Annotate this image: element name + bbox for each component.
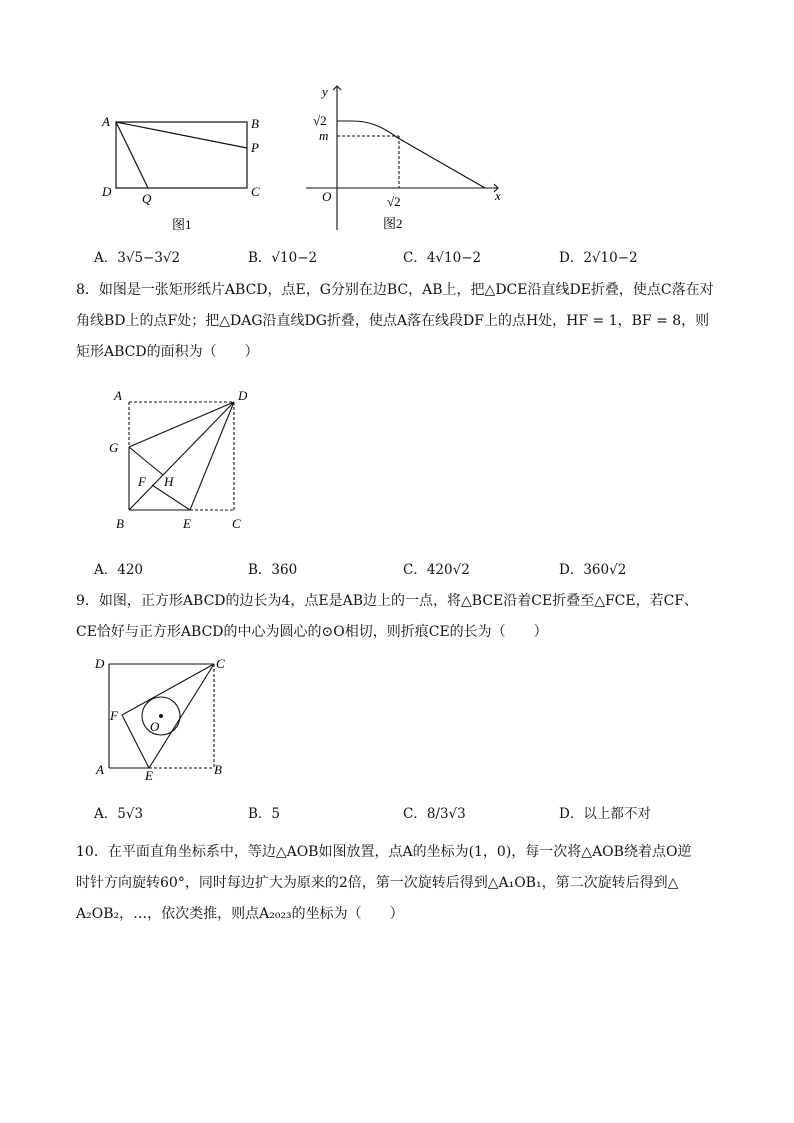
label-e: E <box>183 516 191 531</box>
q8-option-a[interactable]: A．420 <box>94 562 144 578</box>
segment-aq <box>116 122 148 188</box>
label-b: B <box>214 762 222 777</box>
label-x: x <box>495 188 501 203</box>
label-b: B <box>251 116 259 131</box>
q9-figure <box>90 654 240 784</box>
label-f: F <box>110 708 118 723</box>
segment-cf <box>122 664 214 715</box>
q9-option-c[interactable]: C．8/3√3 <box>403 806 466 822</box>
q9-stem-line-2: CE恰好与正方形ABCD的中心为圆心的⊙O相切，则折痕CE的长为（ ） <box>76 624 548 640</box>
label-d: D <box>95 656 105 671</box>
q10-stem-line-3: A₂OB₂，…，依次类推，则点A₂₀₂₃的坐标为（ ） <box>76 906 404 922</box>
q9-stem-line-1: 9．如图，正方形ABCD的边长为4，点E是AB边上的一点，将△BCE沿着CE折叠至△FCE，若CF、 <box>76 593 699 609</box>
q9-option-d[interactable]: D．以上都不对 <box>559 806 651 822</box>
label-a: A <box>114 388 122 403</box>
q8-figure <box>100 382 260 537</box>
label-g: G <box>109 440 119 455</box>
q10-stem-line-1: 10．在平面直角坐标系中，等边△AOB如图放置，点A的坐标为(1，0)，每一次将△AOB绕着点O逆 <box>76 844 692 860</box>
label-d: D <box>238 388 248 403</box>
label-sqrt2-y: √2 <box>313 113 327 128</box>
q8-option-c[interactable]: C．420√2 <box>403 562 470 578</box>
crease-ce <box>149 664 214 768</box>
center-o-dot <box>159 714 163 718</box>
q7-figure-2 <box>300 78 510 238</box>
label-b: B <box>116 516 124 531</box>
q8-stem-line-2: 角线BD上的点F处；把△DAG沿直线DG折叠，使点A落在线段DF上的点H处，HF = 1，BF = 8，则 <box>76 313 710 329</box>
q8-stem-line-3: 矩形ABCD的面积为（ ） <box>76 344 259 360</box>
label-q: Q <box>142 191 152 206</box>
curve <box>337 121 485 188</box>
label-a: A <box>96 762 104 777</box>
label-o: O <box>322 189 332 204</box>
q10-stem-line-2: 时针方向旋转60°，同时每边扩大为原来的2倍，第一次旋转后得到△A₁OB₁，第二次旋转后得到△ <box>76 875 679 891</box>
label-c: C <box>232 516 241 531</box>
q7-figure-1 <box>95 108 275 233</box>
q8-stem-line-1: 8．如图是一张矩形纸片ABCD，点E，G分别在边BC，AB上，把△DCE沿直线DE折叠，使点C落在对 <box>76 282 714 298</box>
label-f: F <box>138 474 146 489</box>
label-e: E <box>145 768 153 783</box>
label-a: A <box>102 114 110 129</box>
q7-option-c[interactable]: C．4√10−2 <box>403 250 482 266</box>
q8-option-b[interactable]: B．360 <box>248 562 298 578</box>
label-p: P <box>251 140 259 155</box>
label-c: C <box>216 656 225 671</box>
label-d: D <box>102 184 112 199</box>
label-m: m <box>319 128 329 143</box>
figure-caption: 图2 <box>383 216 403 231</box>
label-o: O <box>150 719 160 734</box>
q7-option-b[interactable]: B．√10−2 <box>248 250 318 266</box>
label-y: y <box>322 84 328 99</box>
segment-fe <box>122 715 149 768</box>
label-c: C <box>251 184 260 199</box>
diagonal-bd <box>129 402 234 510</box>
segment-gh <box>129 447 163 475</box>
segment-ap <box>116 122 247 148</box>
q7-option-d[interactable]: D．2√10−2 <box>559 250 638 266</box>
q7-option-a[interactable]: A．3√5−3√2 <box>94 250 181 266</box>
q9-option-b[interactable]: B．5 <box>248 806 281 822</box>
q9-option-a[interactable]: A．5√3 <box>94 806 144 822</box>
q8-option-d[interactable]: D．360√2 <box>559 562 627 578</box>
label-sqrt2-x: √2 <box>387 194 401 209</box>
rectangle-abcd <box>116 122 247 188</box>
label-h: H <box>164 474 174 489</box>
figure-caption: 图1 <box>172 217 192 232</box>
